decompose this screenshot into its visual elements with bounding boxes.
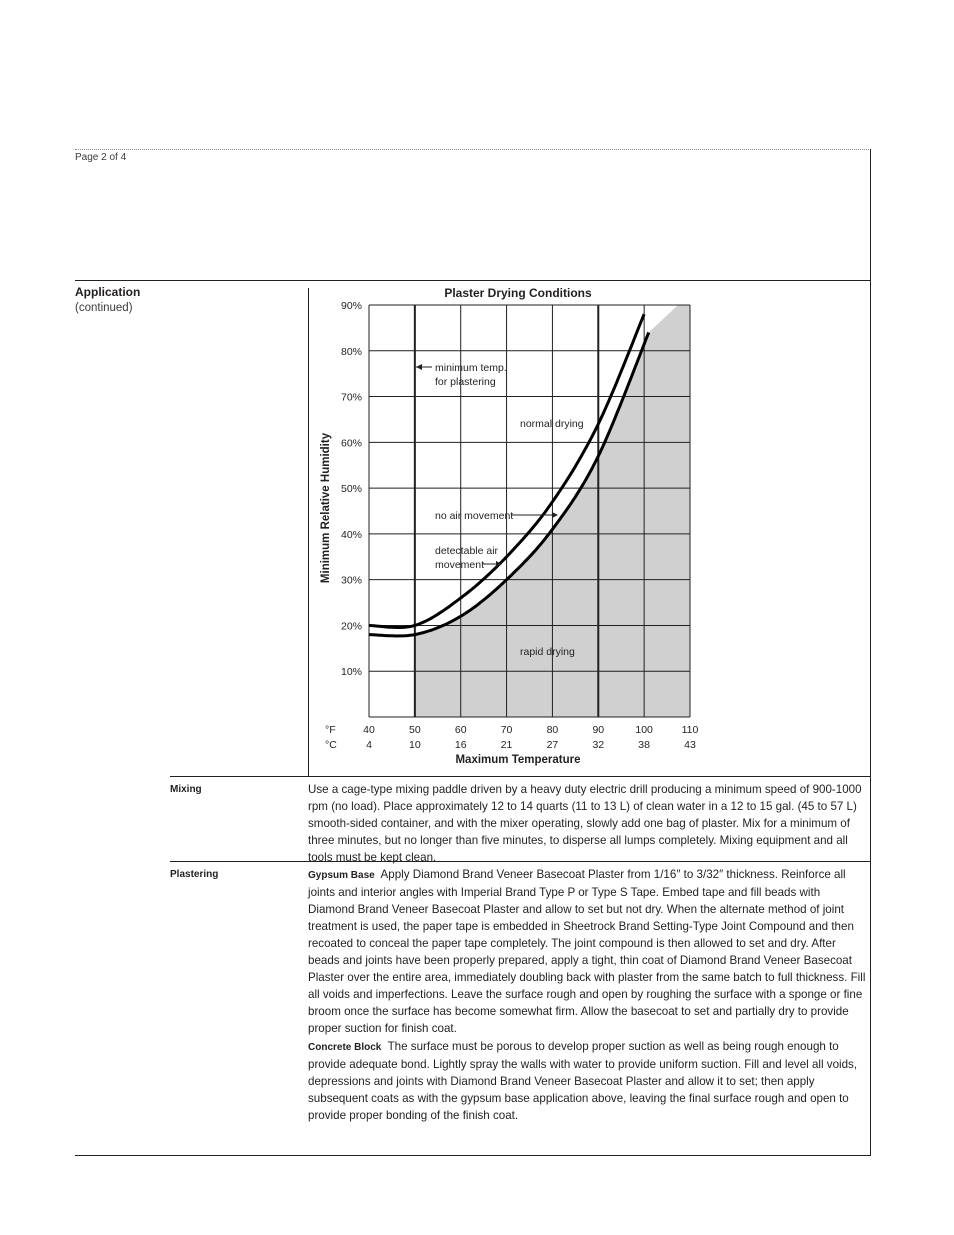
y-tick-label: 40% (340, 528, 362, 541)
concrete-block-text: The surface must be porous to develop proper suction as well as being rough enough to provide adequate bond. Lightly spray the walls with water to provide uniform suction. Fill and level all voids, depressions and joints with Diamond Brand Veneer Basecoat Plaster and allow it to set; then apply subsequent coats as with the gypsum base application above, leaving the final surface rough and open to provide proper bonding of the finish coat. (308, 1040, 858, 1122)
gypsum-base-paragraph (308, 866, 866, 1037)
annotation-rapid-drying: rapid drying (520, 646, 575, 658)
annotation-min-temp (416, 362, 507, 388)
annotation-min-temp-line2: for plastering (435, 376, 496, 388)
y-tick-label: 10% (340, 666, 362, 679)
x-unit-f: °F (325, 724, 336, 736)
chart-title: Plaster Drying Conditions (444, 286, 592, 300)
plastering-label: Plastering (170, 869, 219, 880)
plastering-divider (170, 861, 870, 862)
mixing-divider (170, 776, 870, 777)
x-tick-label-f: 50 (409, 724, 421, 736)
annotation-detectable-line1: detectable air (435, 545, 499, 557)
section-subtitle: (continued) (75, 302, 133, 314)
annotation-normal-drying: normal drying (520, 418, 584, 430)
x-tick-label-f: 80 (546, 724, 559, 736)
concrete-block-paragraph (308, 1038, 866, 1124)
annotation-no-air-text: no air movement (435, 510, 514, 522)
x-tick-label-f: 60 (454, 724, 467, 736)
right-margin-rule (870, 149, 871, 1155)
x-tick-label-f: 40 (363, 724, 375, 736)
annotation-detectable-line2: movement (435, 559, 485, 571)
mixing-label: Mixing (170, 784, 202, 795)
x-axis-label: Maximum Temperature (455, 754, 581, 766)
x-tick-label-c: 21 (500, 739, 513, 751)
x-tick-label-c: 4 (366, 739, 372, 751)
gypsum-base-heading: Gypsum Base (308, 870, 375, 881)
y-axis-ticks (341, 300, 362, 678)
y-tick-label: 20% (340, 620, 362, 633)
page-number: Page 2 of 4 (75, 152, 127, 163)
concrete-block-heading: Concrete Block (308, 1042, 382, 1053)
annotation-detectable (435, 545, 502, 571)
x-axis-ticks (363, 724, 698, 751)
x-tick-label-c: 16 (454, 739, 467, 751)
y-tick-label: 90% (340, 300, 362, 312)
header-dotted-rule (75, 149, 871, 150)
y-tick-label: 80% (340, 345, 362, 358)
section-title: Application (75, 285, 141, 299)
x-tick-label-f: 90 (592, 724, 605, 736)
x-tick-label-f: 100 (635, 724, 653, 736)
x-tick-label-c: 32 (592, 739, 605, 751)
x-unit-c: °C (325, 739, 337, 751)
annotation-min-temp-line1: minimum temp. (435, 362, 507, 374)
y-tick-label: 70% (340, 391, 362, 404)
page-bottom-rule (75, 1155, 871, 1156)
chart-left-rule (308, 288, 309, 776)
plaster-drying-chart (310, 283, 710, 773)
y-axis-label: Minimum Relative Humidity (320, 432, 332, 584)
x-tick-label-f: 70 (500, 724, 513, 736)
y-tick-label: 50% (340, 483, 362, 496)
mixing-text: Use a cage-type mixing paddle driven by a heavy duty electric drill producing a minimum speed of 900-1000 rpm (no load). Place approximately 12 to 14 quarts (11 to 13 L) of clean water in a 12 to 15 gal. (45 to 57 L) smooth-sided container, and with the mixer operating, slowly add one bag of plaster. Mix for a minimum of three minutes, but no longer than five minutes, to disperse all lumps completely. Mixing equipment and all tools must be kept clean. (308, 783, 862, 864)
x-tick-label-c: 38 (638, 739, 650, 751)
x-tick-label-c: 10 (409, 739, 421, 751)
y-tick-label: 60% (340, 437, 362, 450)
x-tick-label-c: 43 (684, 739, 696, 751)
gypsum-base-text: Apply Diamond Brand Veneer Basecoat Plaster from 1/16″ to 3/32″ thickness. Reinforce all joints and interior angles with Imperial Brand Type P or Type S Tape. Embed tape and fill beads with Diamond Brand Veneer Basecoat Plaster and allow to set but not dry. When the alternate method of joint treatment is used, the paper tape is embedded in Sheetrock Brand Setting-Type Joint Compound and then recoated to conceal the paper tape completely. The joint compound is then allowed to set and dry. After beads and joints have been properly prepared, apply a tight, thin coat of Diamond Brand Veneer Basecoat Plaster over the entire area, immediately doubling back with plaster from the same batch to full thickness. Fill all voids and imperfections. Leave the surface rough and open by roughing the surface with a sponge or fine broom once the surface has become somewhat firm. Allow the basecoat to set and partially dry to provide proper suction for finish coat. (308, 868, 866, 1035)
section-divider-top (75, 280, 870, 281)
x-tick-label-f: 110 (681, 724, 699, 736)
y-tick-label: 30% (340, 574, 362, 587)
x-tick-label-c: 27 (546, 739, 559, 751)
